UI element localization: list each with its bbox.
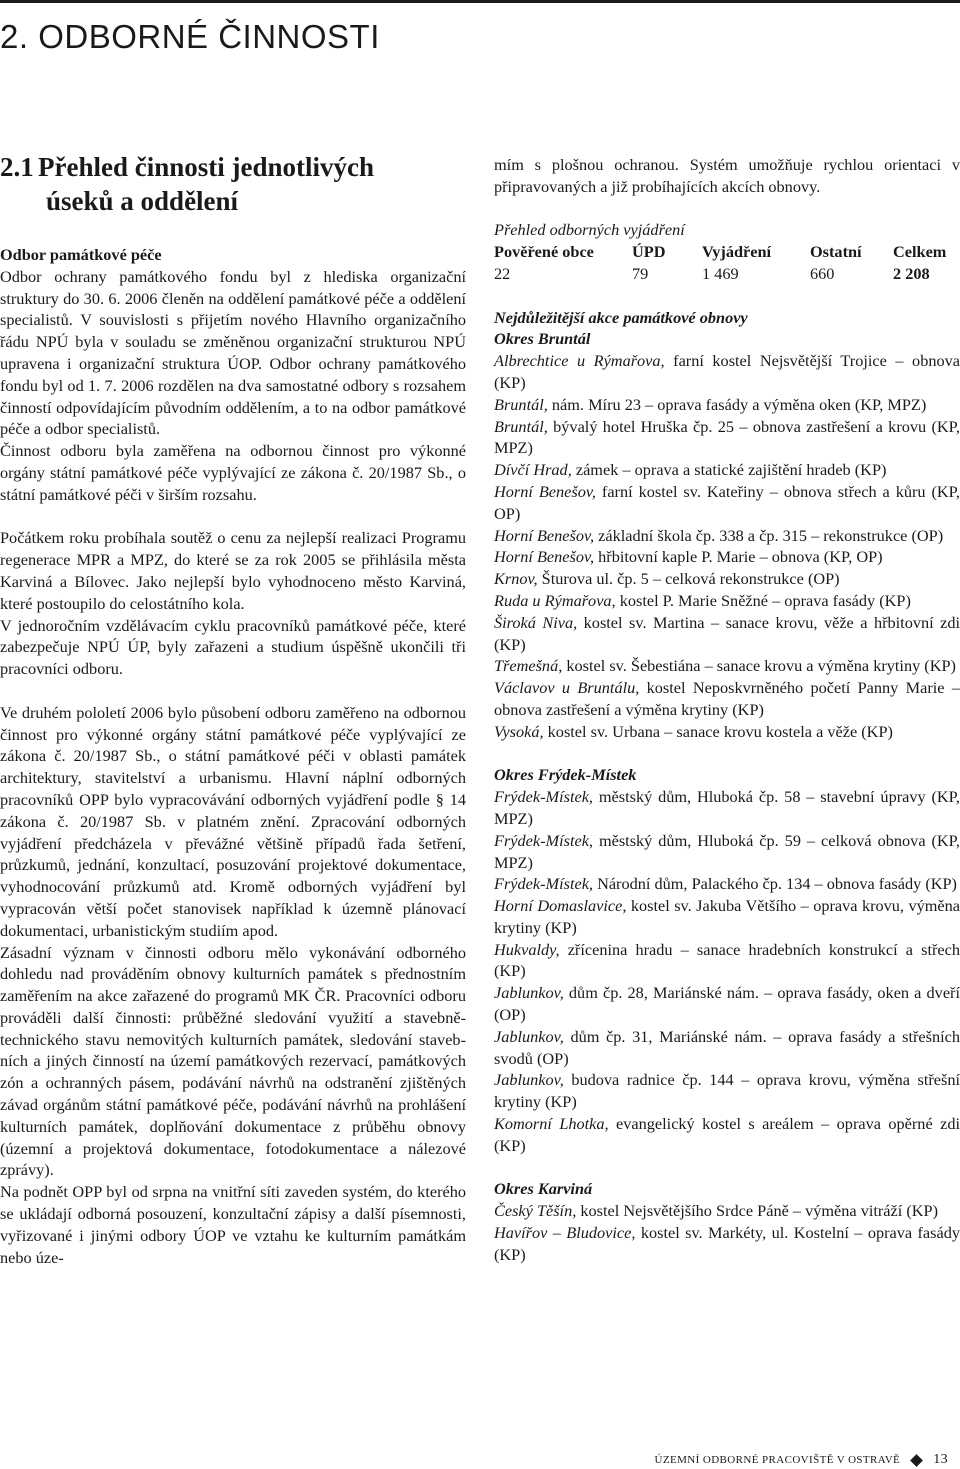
paragraph: Zásadní význam v činnosti odboru mělo vykonávání odborného dohledu nad prováděním obnovy kulturních památek s přednostním zaměřením na akce zařazené do programů MK ČR. Pracovníci odboru prováděli další činnosti: průběžné sledování využití a stavebně-technického stavu nemovitých kulturních památek, sledování stavebních a jiných činností na území památkových rezervací, památkových zón a ochranných pásem, podávání návrhů na odstranění zjištěných závad orgánům státní památkové péče, podávání návrhů na prohlášení kulturních památek, doplňování dokumentace z průběhu obnovy (územní a projektová dokumentace, fotodokumentace a nálezové zprávy). bbox=[0, 942, 466, 1180]
left-column bbox=[0, 150, 466, 1268]
bruntal-list bbox=[494, 350, 960, 742]
action-place: Frýdek-Místek, bbox=[494, 874, 593, 894]
table-header: Celkem bbox=[893, 242, 947, 262]
paragraph: V jednoročním vzdělávacím cyklu pracovníků památkové péče, které zabezpečuje NPÚ ÚP, byly zařazeni a studium úspěšně ukončili tři pracovníci odboru. bbox=[0, 615, 466, 679]
action-description: budova radnice čp. 144 – oprava krovu, výměna střešní krytiny (KP) bbox=[494, 1070, 960, 1112]
action-entry bbox=[494, 655, 960, 677]
action-entry bbox=[494, 873, 960, 895]
action-description: městský dům, Hluboká čp. 58 – stavební úpravy (KP, MPZ) bbox=[494, 787, 960, 828]
action-place: Jablunkov, bbox=[494, 1070, 564, 1090]
action-entry bbox=[494, 1069, 960, 1113]
table-title: Přehled odborných vyjádření bbox=[494, 220, 685, 240]
action-entry bbox=[494, 786, 960, 830]
subheading-odbor: Odbor památkové péče bbox=[0, 245, 162, 264]
action-description: evangelický kostel s areálem – oprava opěrné zdi (KP) bbox=[494, 1114, 960, 1155]
action-description: nám. Míru 23 – oprava fasády a výměna oken (KP, MPZ) bbox=[547, 394, 927, 414]
action-place: Frýdek-Místek, bbox=[494, 830, 593, 850]
action-place: Bruntál, bbox=[494, 416, 548, 436]
action-place: Horní Domaslavice, bbox=[494, 896, 627, 916]
paragraph-continued: mím s plošnou ochranou. Systém umožňuje rychlou orientaci v připravovaných a již probíhajících akcích obnovy. bbox=[494, 155, 960, 196]
action-description: kostel sv. Urbana – sanace krovu kostela a věže (KP) bbox=[543, 721, 893, 741]
page-number: 13 bbox=[933, 1452, 948, 1467]
footer-text: ÚZEMNÍ ODBORNÉ PRACOVIŠTĚ V OSTRAVĚ bbox=[654, 1454, 901, 1466]
diamond-icon bbox=[910, 1454, 923, 1467]
paragraph: Ve druhém pololetí 2006 bylo působení odboru zaměřeno na odbornou činnost pro výkonné orgány státní památkové péče vyplývající ze zákona č. 20/1987 Sb., o státní památkové péči v oblasti památek architektury, stavitelství a urbanismu. Hlavní náplní odborných pracovníků OPP bylo vypracovávání odborných vyjádření podle § 14 zákona č. 20/1987 Sb. v platném znění. Zpracování odborných vyjádření předcházela v převážné většině případů řada šetření, průzkumů, jednání, konzultací, posuzování projektové dokumentace, vyhodnocování průzkumů atd. Kromě odborných vyjádření byl vypracován větší počet stanovisek například k územně plánovací dokumentaci, urbanistickým studiím apod. bbox=[0, 702, 466, 940]
action-place: Horní Benešov, bbox=[494, 547, 595, 567]
action-entry bbox=[494, 394, 960, 416]
action-description: Národní dům, Palackého čp. 134 – obnova fasády (KP) bbox=[593, 874, 957, 894]
action-place: Český Těšín, bbox=[494, 1201, 577, 1221]
region-heading-bruntal: Okres Bruntál bbox=[494, 329, 591, 349]
action-place: Hukvaldy, bbox=[494, 939, 560, 959]
action-place: Bruntál, bbox=[494, 394, 548, 414]
table-header: ÚPD bbox=[632, 242, 666, 262]
action-place: Frýdek-Místek, bbox=[494, 787, 593, 807]
region-heading-frydek: Okres Frýdek-Místek bbox=[494, 765, 637, 785]
paragraph: Činnost odboru byla zaměřena na odbornou činnost pro výkonné orgány státní památkové péče vyplývající ze zákona č. 20/1987 Sb., o státní památkové péči v širším rozsahu. bbox=[0, 441, 466, 504]
action-description: farní kostel sv. Kateřiny – obnova střech a kůru (KP, OP) bbox=[494, 481, 960, 523]
action-place: Široká Niva, bbox=[494, 612, 578, 632]
action-place: Dívčí Hrad, bbox=[494, 460, 572, 480]
action-entry bbox=[494, 350, 960, 394]
action-place: Jablunkov, bbox=[494, 1026, 564, 1046]
action-entry bbox=[494, 1113, 960, 1157]
table-cell-total: 2 208 bbox=[893, 263, 930, 283]
action-entry bbox=[494, 721, 960, 743]
table-cell: 22 bbox=[494, 263, 511, 283]
action-entry bbox=[494, 612, 960, 656]
action-description: zámek – oprava a statické zajištění hradeb (KP) bbox=[571, 460, 887, 480]
section-title-line2: úseků a oddělení bbox=[46, 186, 239, 216]
action-description: kostel Nejsvětějšího Srdce Páně – výměna vitráží (KP) bbox=[576, 1201, 939, 1221]
action-entry bbox=[494, 546, 960, 568]
paragraph: Na podnět OPP byl od srpna na vnitřní síti zaveden systém, do kterého se ukládají odborná posouzení, konzultační zápisy a další písemnosti, vyřizované i jinými odbory ÚOP ve vztahu ke kulturním památkám nebo úze- bbox=[0, 1182, 466, 1267]
action-entry bbox=[494, 1200, 960, 1222]
karvina-list bbox=[494, 1200, 960, 1265]
paragraph: Odbor ochrany památkového fondu byl z hlediska organizační struktury do 30. 6. 2006 členěn na oddělení památkové péče a oddělení specialistů. V souvislosti s přijetím nového Hlavního organizačního řádu NPÚ byla v souladu se změněnou organizační strukturou NPÚ upravena i organizační struktura ÚOP. Odbor ochrany památkového fondu byl od 1. 7. 2006 rozdělen na dva samostatné odbory s rozsahem činností odpovídajícím původním oddělením, a to na odbor památkové péče a odbor specialistů. bbox=[0, 266, 466, 439]
table-row bbox=[494, 263, 960, 285]
action-place: Jablunkov, bbox=[494, 983, 564, 1003]
action-entry bbox=[494, 677, 960, 721]
action-place: Krnov, bbox=[494, 569, 538, 589]
action-place: Komorní Lhotka, bbox=[494, 1114, 609, 1134]
table-header: Pověřené obce bbox=[494, 242, 594, 262]
action-description: kostel P. Marie Sněžné – oprava fasády (KP) bbox=[615, 590, 911, 610]
action-entry bbox=[494, 568, 960, 590]
right-column bbox=[494, 150, 960, 1266]
action-place: Havířov – Bludovice, bbox=[494, 1223, 636, 1243]
action-description: kostel sv. Martina – sanace krovu, věže a hřbitovní zdi (KP) bbox=[494, 612, 960, 654]
action-place: Ruda u Rýmařova, bbox=[494, 590, 616, 610]
section-title-line1: Přehled činnosti jednotlivých bbox=[38, 152, 374, 182]
action-entry bbox=[494, 939, 960, 983]
statistics-table bbox=[494, 219, 960, 284]
action-entry bbox=[494, 830, 960, 874]
section-number: 2.1 bbox=[0, 152, 34, 182]
chapter-title: 2. ODBORNÉ ČINNOSTI bbox=[0, 18, 380, 55]
action-place: Horní Benešov, bbox=[494, 525, 595, 545]
action-entry bbox=[494, 1026, 960, 1070]
action-place: Vysoká, bbox=[494, 721, 544, 741]
table-cell: 660 bbox=[810, 263, 835, 283]
action-entry bbox=[494, 895, 960, 939]
page-footer bbox=[655, 1452, 948, 1468]
action-entry bbox=[494, 590, 960, 612]
paragraph: Počátkem roku probíhala soutěž o cenu za nejlepší realizaci Programu regenerace MPR a MPZ, do které se za rok 2005 se přihlásila města Karviná a Bílovec. Jako nejlepší bylo vyhodnoceno město Karviná, které postoupilo do celostátního kola. bbox=[0, 528, 466, 613]
top-rule bbox=[0, 0, 960, 3]
action-place: Václavov u Bruntálu, bbox=[494, 678, 640, 698]
action-description: kostel sv. Jakuba Většího – oprava krovu, výměna krytiny (KP) bbox=[494, 896, 960, 937]
region-heading-karvina: Okres Karviná bbox=[494, 1179, 593, 1199]
action-description: farní kostel Nejsvětější Trojice – obnova (KP) bbox=[494, 351, 960, 392]
actions-heading: Nejdůležitější akce památkové obnovy bbox=[494, 307, 748, 327]
action-entry bbox=[494, 1222, 960, 1266]
action-entry bbox=[494, 481, 960, 525]
table-header: Vyjádření bbox=[702, 242, 772, 262]
action-place: Třemešná, bbox=[494, 656, 563, 676]
action-entry bbox=[494, 982, 960, 1026]
action-description: městský dům, Hluboká čp. 59 – celková obnova (KP, MPZ) bbox=[494, 830, 960, 872]
table-header: Ostatní bbox=[810, 242, 862, 262]
action-description: Šturova ul. čp. 5 – celková rekonstrukce (OP) bbox=[537, 569, 840, 589]
action-description: zřícenina hradu – sanace hradebních konstrukcí a střech (KP) bbox=[494, 939, 960, 981]
action-entry bbox=[494, 459, 960, 481]
action-description: hřbitovní kaple P. Marie – obnova (KP, OP) bbox=[594, 547, 883, 567]
action-description: dům čp. 31, Mariánské nám. – oprava fasády a střešních svodů (OP) bbox=[494, 1026, 960, 1068]
section-title bbox=[0, 150, 466, 218]
table-header-row bbox=[494, 241, 960, 263]
action-place: Horní Benešov, bbox=[494, 481, 596, 501]
action-description: dům čp. 28, Mariánské nám. – oprava fasády, oken a dveří (OP) bbox=[494, 983, 960, 1025]
action-description: kostel sv. Markéty, ul. Kostelní – oprava fasády (KP) bbox=[494, 1223, 960, 1264]
action-description: kostel Neposkvrněného početí Panny Marie – obnova zastřešení a výměna krytiny (KP) bbox=[494, 678, 960, 719]
table-cell: 79 bbox=[632, 263, 649, 283]
action-entry bbox=[494, 416, 960, 460]
action-description: bývalý hotel Hruška čp. 25 – obnova zastřešení a krovu (KP, MPZ) bbox=[494, 416, 960, 458]
frydek-list bbox=[494, 786, 960, 1157]
action-place: Albrechtice u Rýmařova, bbox=[494, 351, 665, 371]
table-cell: 1 469 bbox=[702, 263, 739, 283]
action-entry bbox=[494, 525, 960, 547]
action-description: kostel sv. Šebestiána – sanace krovu a výměna krytiny (KP) bbox=[562, 656, 956, 676]
action-description: základní škola čp. 338 a čp. 315 – rekonstrukce (OP) bbox=[594, 525, 944, 545]
